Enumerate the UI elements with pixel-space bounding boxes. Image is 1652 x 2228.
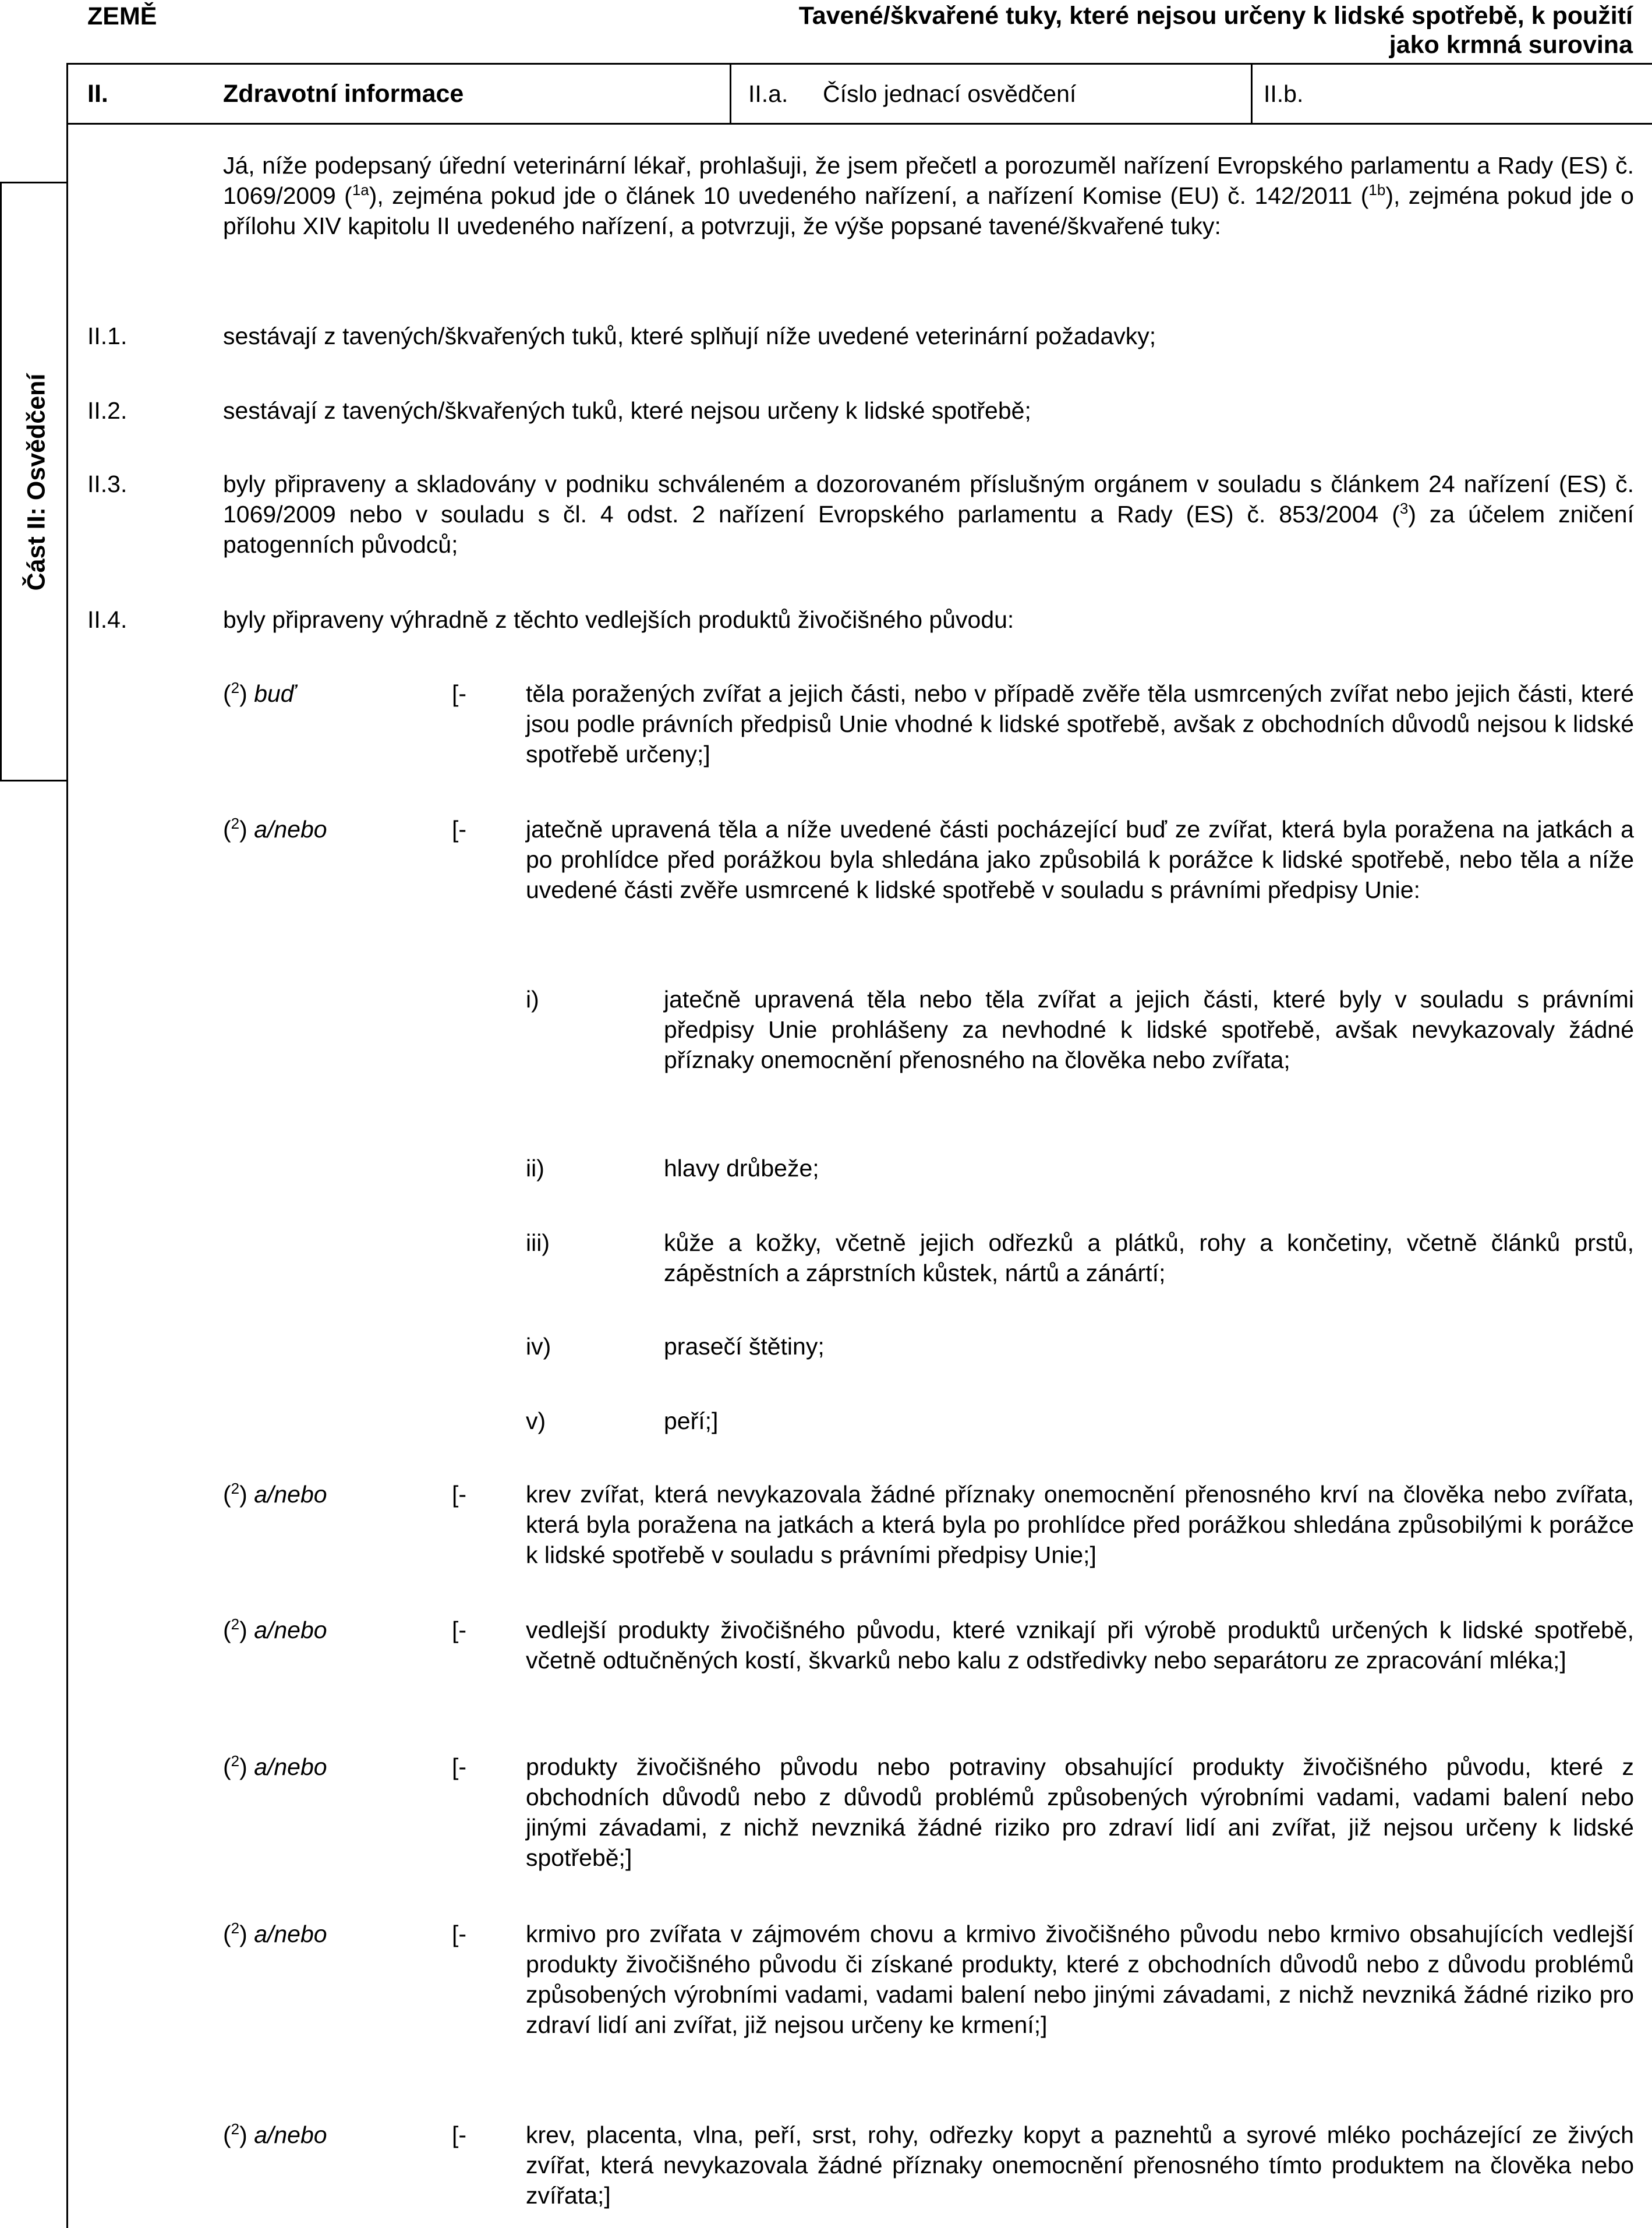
clause-text: sestávají z tavených/škvařených tuků, které splňují níže uvedené veterinární požadavky; — [223, 323, 1156, 349]
subitem-text: peří;] — [664, 1407, 719, 1434]
option-text: produkty živočišného původu nebo potraviny obsahující produkty živočišného původu, které z obchodních důvodů nebo z důvodů problémů způsobených výrobními vadami, vadami balení nebo jinými závadami, z nichž nevzniká žádné riziko pro zdraví lidí ani zvířat, již nejsou určeny k lidské spotřebě;] — [526, 1753, 1634, 1871]
option-bracket: [- — [452, 1617, 467, 1643]
subitem-text: jatečně upravená těla nebo těla zvířat a jejich části, které byly v souladu s právními předpisy Unie prohlášeny za nevhodné k lidské spotřebě, avšak nevykazovaly žádné příznaky onemocnění přenosného na člověka nebo zvířata; — [664, 986, 1634, 1073]
option-bracket: [- — [452, 1481, 467, 1508]
option-bracket: [- — [452, 680, 467, 707]
clause-number: II.2. — [87, 397, 128, 424]
option-text: jatečně upravená těla a níže uvedené části pocházející buď ze zvířat, která byla poražena na jatkách a po prohlídce před porážkou byla shledána jako způsobilá k porážce k lidské spotřebě, nebo těla a níže uvedené části zvěře usmrcené k lidské spotřebě v souladu s právními předpisy Unie: — [526, 816, 1634, 903]
option-prefix: ($^2$) a/nebo — [223, 2120, 327, 2148]
subitem-number: ii) — [526, 1155, 544, 1182]
option-text: těla poražených zvířat a jejich části, nebo v případě zvěře těla usmrcených zvířat nebo jejich části, které jsou podle právních předpisů Unie vhodné k lidské spotřebě, avšak z obchodních důvodů nejsou k lidské spotřebě určeny;] — [526, 680, 1634, 768]
subitem-number: iv) — [526, 1333, 551, 1360]
option-prefix: ($^2$) a/nebo — [223, 1480, 327, 1508]
option-prefix: ($^2$) a/nebo — [223, 1752, 327, 1780]
subitem-number: i) — [526, 986, 539, 1013]
intro-paragraph: Já, níže podepsaný úřední veterinární lékař, prohlašuji, že jsem přečetl a porozuměl nařízení Evropského parlamentu a Rady (ES) č. 1069/2009 ($^{1a}$), zejména pokud jde o článek 10 uvedeného nařízení, a nařízení Komise (EU) č. 142/2011 ($^{1b}$), zejména pokud jde o přílohu XIV kapitolu II uvedeného nařízení, a potvrzuji, že výše popsané tavené/škvařené tuky: — [223, 152, 1634, 239]
clause-text: byly připraveny a skladovány v podniku schváleném a dozorovaném příslušným orgánem v souladu s článkem 24 nařízení (ES) č. 1069/2009 nebo v souladu s čl. 4 odst. 2 nařízení Evropského parlamentu a Rady (ES) č. 853/2004 ($^3$) za účelem zničení patogenních původců; — [223, 471, 1634, 558]
option-bracket: [- — [452, 816, 467, 843]
option-bracket: [- — [452, 1753, 467, 1780]
subitem-number: v) — [526, 1407, 546, 1434]
option-text: krmivo pro zvířata v zájmovém chovu a krmivo živočišného původu nebo krmivo obsahujících vedlejší produkty živočišného původu či získané produkty, které z obchodních důvodů nebo z důvodu problémů způsobených výrobními vadami, vadami balení nebo jinými závadami, z nichž nevzniká žádné riziko pro zdraví lidí ani zvířat, již nejsou určeny ke krmení;] — [526, 1921, 1634, 2038]
ref-label: II.a. — [748, 80, 788, 107]
side-tab-left — [0, 182, 2, 781]
option-text: krev zvířat, která nevykazovala žádné příznaky onemocnění přenosného krví na člověka nebo zvířata, která byla poražena na jatkách a která byla po prohlídce před porážkou shledána způsobilými k porážce k lidské spotřebě v souladu s právními předpisy Unie;] — [526, 1481, 1634, 1568]
option-text: krev, placenta, vlna, peří, srst, rohy, odřezky kopyt a paznehtů a syrové mléko pocházející ze živých zvířat, která nevykazovala žádné příznaky onemocnění přenosného tímto produktem na člověka nebo zvířata;] — [526, 2121, 1634, 2209]
clause-number: II.3. — [87, 471, 128, 497]
option-bracket: [- — [452, 2121, 467, 2148]
clause-number: II.4. — [87, 606, 128, 633]
country-label: ZEMĚ — [87, 2, 157, 30]
section-number: II. — [87, 80, 108, 108]
subitem-number: iii) — [526, 1229, 550, 1256]
subitem-text: hlavy drůbeže; — [664, 1155, 819, 1182]
document-title: Tavené/škvařené tuky, které nejsou určeny k lidské spotřebě, k použití jako krmná surovina — [798, 2, 1633, 59]
section-title: Zdravotní informace — [223, 80, 464, 108]
option-text: vedlejší produkty živočišného původu, které vznikají při výrobě produktů určených k lidské spotřebě, včetně odtučněných kostí, škvarků nebo kalu z odstředivky nebo separátoru ze zpracování mléka;] — [526, 1617, 1634, 1674]
ref-title: Číslo jednací osvědčení — [823, 80, 1077, 107]
option-bracket: [- — [452, 1921, 467, 1947]
header-divider-1 — [730, 63, 731, 124]
side-label: Část II: Osvědčení — [22, 373, 50, 590]
option-prefix: ($^2$) a/nebo — [223, 1919, 327, 1947]
option-prefix: ($^2$) a/nebo — [223, 815, 327, 843]
option-prefix: ($^2$) buď — [223, 679, 296, 707]
clause-number: II.1. — [87, 323, 128, 349]
option-prefix: ($^2$) a/nebo — [223, 1615, 327, 1643]
ref-b-label: II.b. — [1264, 80, 1304, 107]
clause-text: sestávají z tavených/škvařených tuků, které nejsou určeny k lidské spotřebě; — [223, 397, 1031, 424]
subitem-text: prasečí štětiny; — [664, 1333, 825, 1360]
header-divider-2 — [1251, 63, 1253, 124]
subitem-text: kůže a kožky, včetně jejich odřezků a plátků, rohy a končetiny, včetně článků prstů, zápěstních a záprstních kůstek, nártů a zánártí; — [664, 1229, 1634, 1286]
clause-text: byly připraveny výhradně z těchto vedlejších produktů živočišného původu: — [223, 606, 1014, 633]
